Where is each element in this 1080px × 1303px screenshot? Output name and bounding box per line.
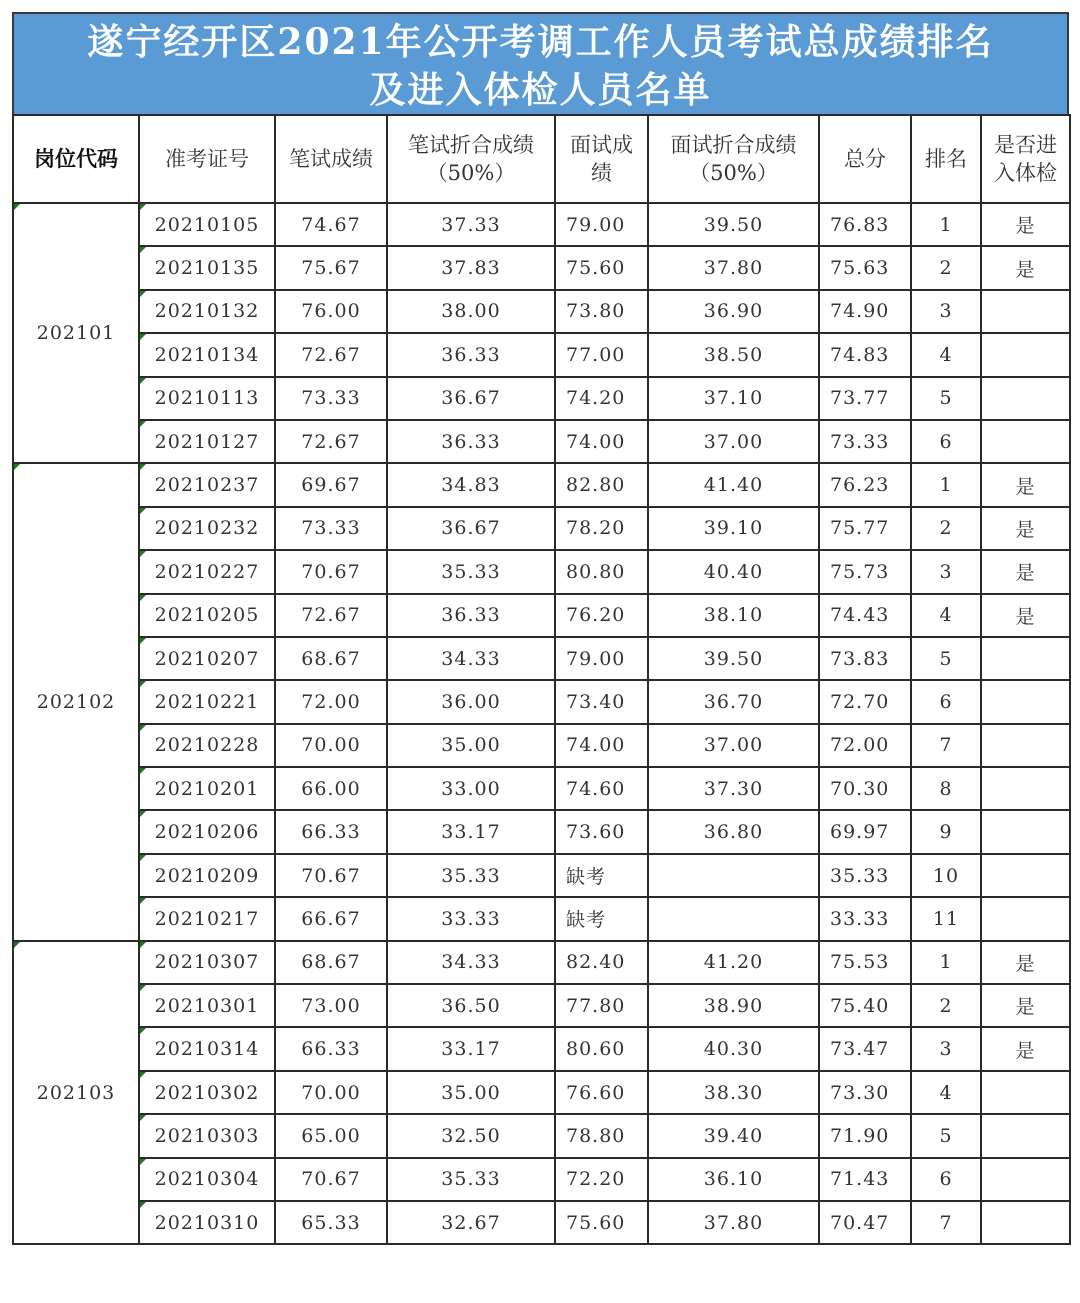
physical-exam-cell [981, 854, 1070, 897]
interview-weighted-cell: 38.50 [648, 333, 819, 376]
total-score-cell: 75.53 [819, 941, 911, 984]
table-row [13, 377, 1070, 420]
written-score-cell: 72.00 [275, 680, 387, 723]
written-weighted-cell: 38.00 [387, 290, 555, 333]
written-score-cell: 69.67 [275, 463, 387, 506]
total-score-cell: 33.33 [819, 897, 911, 940]
interview-score-cell: 缺考 [555, 854, 648, 897]
table-row [13, 594, 1070, 637]
physical-exam-cell: 是 [981, 1027, 1070, 1070]
total-score-cell: 75.63 [819, 246, 911, 289]
written-score-cell: 75.67 [275, 246, 387, 289]
interview-weighted-cell: 38.30 [648, 1071, 819, 1114]
rank-cell: 1 [911, 463, 981, 506]
physical-exam-cell [981, 810, 1070, 853]
total-score-cell: 73.83 [819, 637, 911, 680]
rank-cell: 6 [911, 1158, 981, 1201]
ticket-no-cell: 20210135 [139, 246, 275, 289]
interview-score-cell: 74.00 [555, 724, 648, 767]
col-header-position-code: 岗位代码 [13, 115, 139, 203]
interview-weighted-cell: 37.00 [648, 420, 819, 463]
written-weighted-cell: 34.83 [387, 463, 555, 506]
col-header-ticket-no: 准考证号 [139, 115, 275, 203]
header-subtext: （50%） [689, 161, 778, 185]
table-row [13, 333, 1070, 376]
rank-cell: 3 [911, 550, 981, 593]
rank-cell: 4 [911, 333, 981, 376]
ticket-no-cell: 20210206 [139, 810, 275, 853]
written-weighted-cell: 36.33 [387, 594, 555, 637]
ticket-no-cell: 20210207 [139, 637, 275, 680]
ticket-no-cell: 20210302 [139, 1071, 275, 1114]
physical-exam-cell: 是 [981, 507, 1070, 550]
col-header-written-score: 笔试成绩 [275, 115, 387, 203]
interview-weighted-cell: 36.80 [648, 810, 819, 853]
ticket-no-cell: 20210304 [139, 1158, 275, 1201]
physical-exam-cell: 是 [981, 246, 1070, 289]
table-row [13, 984, 1070, 1027]
total-score-cell: 69.97 [819, 810, 911, 853]
total-score-cell: 71.90 [819, 1114, 911, 1157]
header-subtext: 绩 [591, 161, 612, 185]
interview-score-cell: 78.80 [555, 1114, 648, 1157]
physical-exam-cell [981, 1201, 1070, 1244]
results-table [12, 114, 1071, 1245]
interview-score-cell: 80.80 [555, 550, 648, 593]
score-sheet [12, 12, 1069, 1245]
physical-exam-cell: 是 [981, 594, 1070, 637]
table-row [13, 290, 1070, 333]
title-line-1: 遂宁经开区2021年公开考调工作人员考试总成绩排名 [87, 21, 994, 63]
total-score-cell: 75.73 [819, 550, 911, 593]
header-text: 面试成 [570, 133, 633, 157]
ticket-no-cell: 20210134 [139, 333, 275, 376]
table-row [13, 680, 1070, 723]
physical-exam-cell [981, 420, 1070, 463]
written-score-cell: 70.00 [275, 1071, 387, 1114]
written-weighted-cell: 33.33 [387, 897, 555, 940]
rank-cell: 9 [911, 810, 981, 853]
written-weighted-cell: 33.00 [387, 767, 555, 810]
physical-exam-cell [981, 724, 1070, 767]
table-row [13, 1158, 1070, 1201]
table-row [13, 246, 1070, 289]
total-score-cell: 71.43 [819, 1158, 911, 1201]
physical-exam-cell [981, 333, 1070, 376]
rank-cell: 4 [911, 1071, 981, 1114]
table-row [13, 854, 1070, 897]
total-score-cell: 70.47 [819, 1201, 911, 1244]
physical-exam-cell [981, 1114, 1070, 1157]
physical-exam-cell [981, 897, 1070, 940]
position-code-cell: 202102 [13, 463, 139, 940]
ticket-no-cell: 20210221 [139, 680, 275, 723]
ticket-no-cell: 20210205 [139, 594, 275, 637]
header-row [13, 115, 1070, 203]
table-row [13, 507, 1070, 550]
interview-score-cell: 80.60 [555, 1027, 648, 1070]
interview-weighted-cell: 37.80 [648, 1201, 819, 1244]
rank-cell: 3 [911, 290, 981, 333]
position-code-cell: 202103 [13, 941, 139, 1245]
table-row [13, 1114, 1070, 1157]
total-score-cell: 73.30 [819, 1071, 911, 1114]
table-row [13, 1201, 1070, 1244]
physical-exam-cell [981, 1158, 1070, 1201]
interview-weighted-cell: 36.90 [648, 290, 819, 333]
interview-weighted-cell: 40.40 [648, 550, 819, 593]
written-weighted-cell: 35.00 [387, 1071, 555, 1114]
written-score-cell: 70.67 [275, 854, 387, 897]
physical-exam-cell [981, 680, 1070, 723]
ticket-no-cell: 20210314 [139, 1027, 275, 1070]
title-line-2: 及进入体检人员名单 [369, 69, 712, 111]
interview-weighted-cell [648, 897, 819, 940]
table-row [13, 203, 1070, 246]
interview-weighted-cell: 38.10 [648, 594, 819, 637]
interview-score-cell: 74.00 [555, 420, 648, 463]
rank-cell: 2 [911, 984, 981, 1027]
interview-score-cell: 82.80 [555, 463, 648, 506]
physical-exam-cell [981, 637, 1070, 680]
rank-cell: 1 [911, 203, 981, 246]
position-code-cell: 202101 [13, 203, 139, 463]
written-score-cell: 65.00 [275, 1114, 387, 1157]
written-score-cell: 68.67 [275, 941, 387, 984]
results-body [13, 203, 1070, 1244]
physical-exam-cell [981, 290, 1070, 333]
written-weighted-cell: 32.67 [387, 1201, 555, 1244]
interview-weighted-cell: 37.00 [648, 724, 819, 767]
written-score-cell: 72.67 [275, 420, 387, 463]
written-weighted-cell: 34.33 [387, 941, 555, 984]
rank-cell: 10 [911, 854, 981, 897]
physical-exam-cell: 是 [981, 463, 1070, 506]
interview-score-cell: 77.80 [555, 984, 648, 1027]
total-score-cell: 76.83 [819, 203, 911, 246]
table-row [13, 724, 1070, 767]
total-score-cell: 70.30 [819, 767, 911, 810]
ticket-no-cell: 20210217 [139, 897, 275, 940]
written-weighted-cell: 36.50 [387, 984, 555, 1027]
ticket-no-cell: 20210105 [139, 203, 275, 246]
interview-weighted-cell [648, 854, 819, 897]
total-score-cell: 75.40 [819, 984, 911, 1027]
table-row [13, 420, 1070, 463]
col-header-total: 总分 [819, 115, 911, 203]
rank-cell: 11 [911, 897, 981, 940]
interview-weighted-cell: 41.40 [648, 463, 819, 506]
interview-score-cell: 77.00 [555, 333, 648, 376]
interview-score-cell: 73.60 [555, 810, 648, 853]
written-weighted-cell: 36.67 [387, 377, 555, 420]
total-score-cell: 73.33 [819, 420, 911, 463]
total-score-cell: 75.77 [819, 507, 911, 550]
written-score-cell: 68.67 [275, 637, 387, 680]
written-score-cell: 65.33 [275, 1201, 387, 1244]
interview-score-cell: 82.40 [555, 941, 648, 984]
interview-score-cell: 76.20 [555, 594, 648, 637]
table-row [13, 810, 1070, 853]
written-score-cell: 73.33 [275, 507, 387, 550]
written-weighted-cell: 35.33 [387, 854, 555, 897]
col-header-physical-exam [981, 115, 1070, 203]
ticket-no-cell: 20210232 [139, 507, 275, 550]
written-weighted-cell: 36.00 [387, 680, 555, 723]
ticket-no-cell: 20210227 [139, 550, 275, 593]
ticket-no-cell: 20210303 [139, 1114, 275, 1157]
interview-score-cell: 73.80 [555, 290, 648, 333]
table-row [13, 1027, 1070, 1070]
ticket-no-cell: 20210307 [139, 941, 275, 984]
physical-exam-cell: 是 [981, 941, 1070, 984]
header-text: 面试折合成绩 [670, 133, 797, 157]
table-row [13, 897, 1070, 940]
total-score-cell: 74.83 [819, 333, 911, 376]
header-subtext: 入体检 [994, 161, 1057, 185]
table-row [13, 550, 1070, 593]
physical-exam-cell [981, 1071, 1070, 1114]
interview-score-cell: 75.60 [555, 246, 648, 289]
ticket-no-cell: 20210113 [139, 377, 275, 420]
written-score-cell: 76.00 [275, 290, 387, 333]
header-text: 笔试折合成绩 [408, 133, 534, 157]
written-weighted-cell: 36.33 [387, 333, 555, 376]
ticket-no-cell: 20210301 [139, 984, 275, 1027]
ticket-no-cell: 20210127 [139, 420, 275, 463]
ticket-no-cell: 20210310 [139, 1201, 275, 1244]
sheet-title [12, 12, 1069, 114]
table-row [13, 767, 1070, 810]
ticket-no-cell: 20210132 [139, 290, 275, 333]
interview-score-cell: 78.20 [555, 507, 648, 550]
physical-exam-cell: 是 [981, 984, 1070, 1027]
total-score-cell: 35.33 [819, 854, 911, 897]
interview-weighted-cell: 37.10 [648, 377, 819, 420]
written-weighted-cell: 33.17 [387, 1027, 555, 1070]
interview-score-cell: 74.60 [555, 767, 648, 810]
written-score-cell: 70.67 [275, 1158, 387, 1201]
rank-cell: 2 [911, 246, 981, 289]
header-text: 是否进 [994, 133, 1057, 157]
rank-cell: 7 [911, 1201, 981, 1244]
interview-score-cell: 79.00 [555, 203, 648, 246]
interview-score-cell: 76.60 [555, 1071, 648, 1114]
interview-weighted-cell: 36.70 [648, 680, 819, 723]
written-weighted-cell: 32.50 [387, 1114, 555, 1157]
rank-cell: 7 [911, 724, 981, 767]
interview-weighted-cell: 39.50 [648, 203, 819, 246]
interview-score-cell: 缺考 [555, 897, 648, 940]
written-weighted-cell: 33.17 [387, 810, 555, 853]
written-score-cell: 73.00 [275, 984, 387, 1027]
interview-weighted-cell: 41.20 [648, 941, 819, 984]
written-score-cell: 70.00 [275, 724, 387, 767]
written-weighted-cell: 35.00 [387, 724, 555, 767]
table-row [13, 1071, 1070, 1114]
interview-weighted-cell: 36.10 [648, 1158, 819, 1201]
col-header-interview-weighted [648, 115, 819, 203]
ticket-no-cell: 20210237 [139, 463, 275, 506]
ticket-no-cell: 20210228 [139, 724, 275, 767]
written-weighted-cell: 37.33 [387, 203, 555, 246]
written-score-cell: 66.33 [275, 810, 387, 853]
written-score-cell: 70.67 [275, 550, 387, 593]
written-score-cell: 73.33 [275, 377, 387, 420]
written-weighted-cell: 36.33 [387, 420, 555, 463]
physical-exam-cell [981, 377, 1070, 420]
rank-cell: 1 [911, 941, 981, 984]
written-score-cell: 66.67 [275, 897, 387, 940]
physical-exam-cell [981, 767, 1070, 810]
total-score-cell: 76.23 [819, 463, 911, 506]
written-score-cell: 66.33 [275, 1027, 387, 1070]
interview-weighted-cell: 37.30 [648, 767, 819, 810]
written-score-cell: 74.67 [275, 203, 387, 246]
written-weighted-cell: 36.67 [387, 507, 555, 550]
physical-exam-cell: 是 [981, 203, 1070, 246]
interview-score-cell: 75.60 [555, 1201, 648, 1244]
col-header-interview-score [555, 115, 648, 203]
ticket-no-cell: 20210209 [139, 854, 275, 897]
rank-cell: 4 [911, 594, 981, 637]
table-row [13, 941, 1070, 984]
interview-weighted-cell: 39.50 [648, 637, 819, 680]
total-score-cell: 74.90 [819, 290, 911, 333]
ticket-no-cell: 20210201 [139, 767, 275, 810]
rank-cell: 8 [911, 767, 981, 810]
interview-weighted-cell: 39.10 [648, 507, 819, 550]
written-weighted-cell: 34.33 [387, 637, 555, 680]
interview-score-cell: 73.40 [555, 680, 648, 723]
total-score-cell: 73.47 [819, 1027, 911, 1070]
written-score-cell: 72.67 [275, 594, 387, 637]
written-score-cell: 72.67 [275, 333, 387, 376]
total-score-cell: 72.00 [819, 724, 911, 767]
interview-weighted-cell: 37.80 [648, 246, 819, 289]
written-weighted-cell: 35.33 [387, 550, 555, 593]
interview-score-cell: 74.20 [555, 377, 648, 420]
written-weighted-cell: 35.33 [387, 1158, 555, 1201]
rank-cell: 5 [911, 637, 981, 680]
total-score-cell: 74.43 [819, 594, 911, 637]
col-header-written-weighted [387, 115, 555, 203]
interview-score-cell: 79.00 [555, 637, 648, 680]
total-score-cell: 73.77 [819, 377, 911, 420]
interview-weighted-cell: 39.40 [648, 1114, 819, 1157]
written-weighted-cell: 37.83 [387, 246, 555, 289]
header-subtext: （50%） [426, 161, 516, 185]
interview-score-cell: 72.20 [555, 1158, 648, 1201]
interview-weighted-cell: 40.30 [648, 1027, 819, 1070]
rank-cell: 6 [911, 420, 981, 463]
total-score-cell: 72.70 [819, 680, 911, 723]
rank-cell: 2 [911, 507, 981, 550]
physical-exam-cell: 是 [981, 550, 1070, 593]
rank-cell: 3 [911, 1027, 981, 1070]
table-row [13, 637, 1070, 680]
written-score-cell: 66.00 [275, 767, 387, 810]
table-row [13, 463, 1070, 506]
rank-cell: 6 [911, 680, 981, 723]
rank-cell: 5 [911, 377, 981, 420]
interview-weighted-cell: 38.90 [648, 984, 819, 1027]
col-header-rank: 排名 [911, 115, 981, 203]
rank-cell: 5 [911, 1114, 981, 1157]
